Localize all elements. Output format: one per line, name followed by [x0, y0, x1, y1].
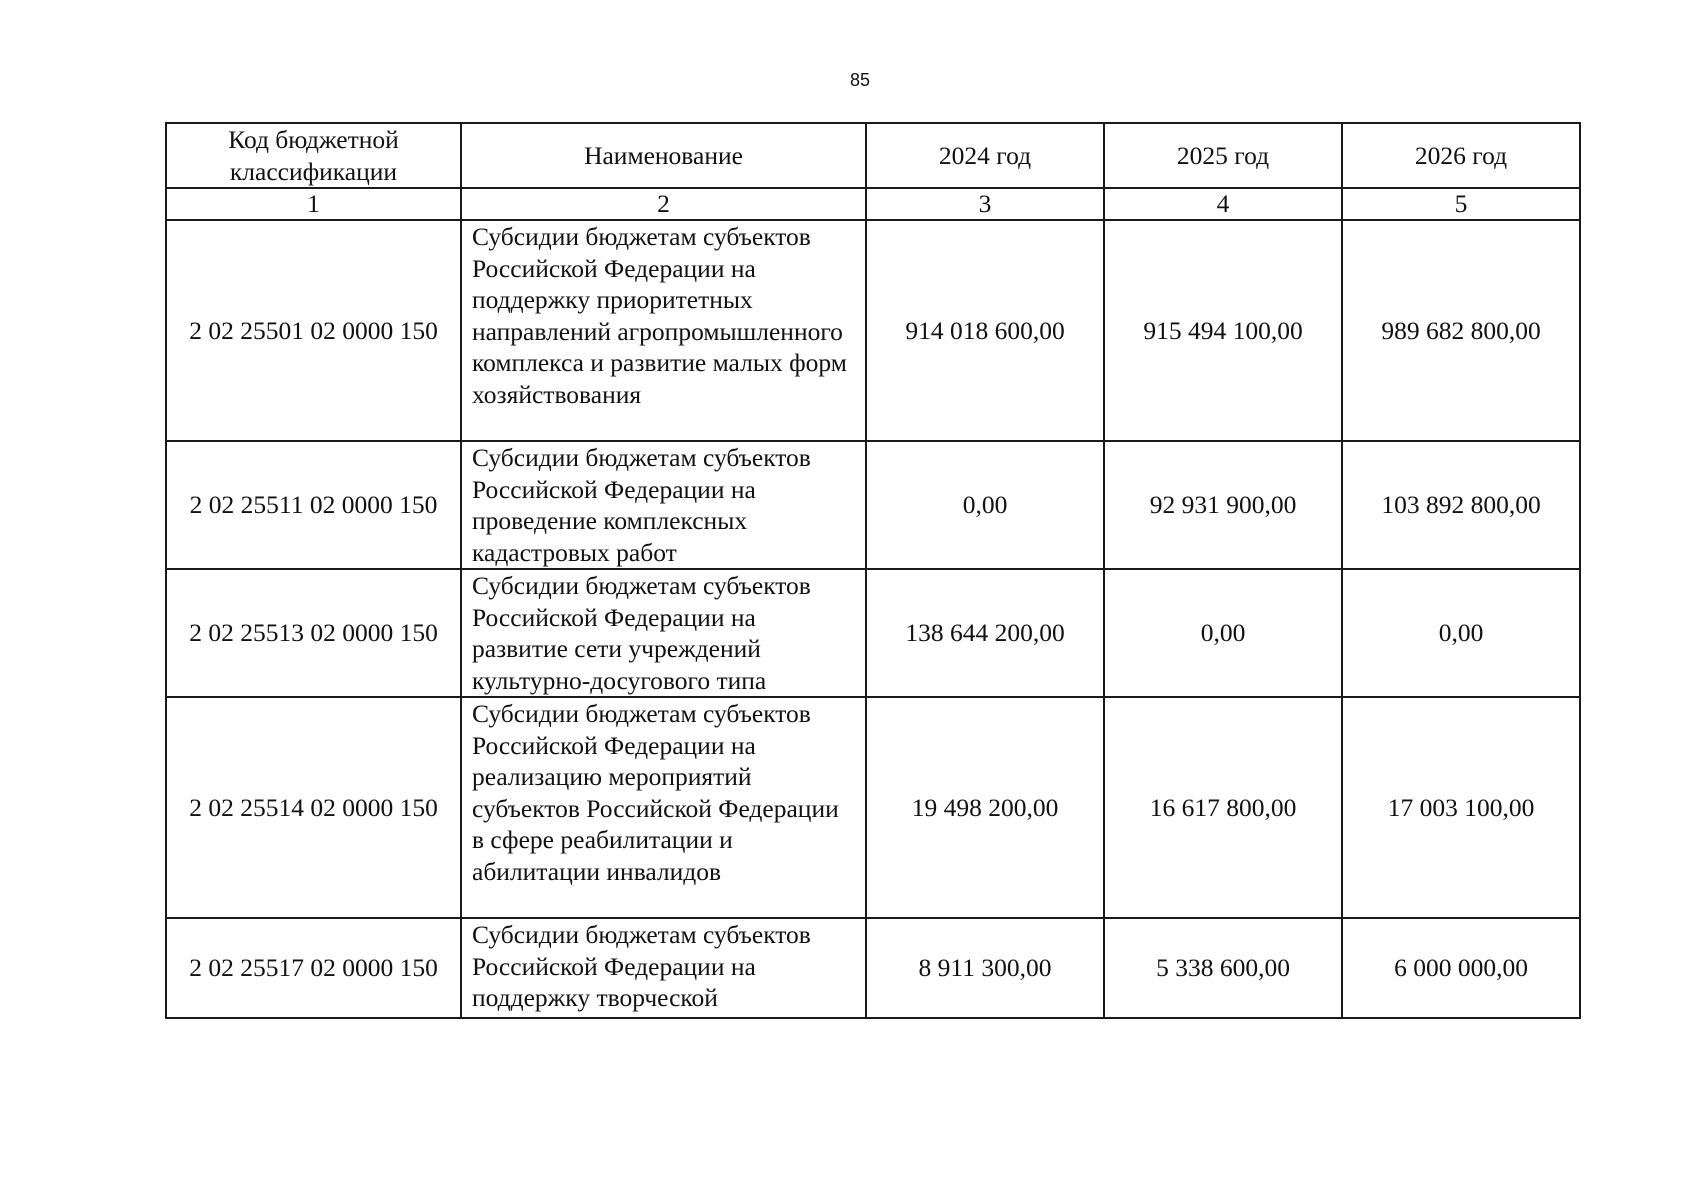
budget-code: 2 02 25501 02 0000 150	[166, 220, 461, 441]
item-name: Субсидии бюджетам субъектов Российской Федерации на поддержку приоритетных направлений агропромышленного комплекса и развитие малых форм хозяйствования	[461, 220, 866, 441]
item-name: Субсидии бюджетам субъектов Российской Федерации на поддержку творческой	[461, 918, 866, 1018]
column-number: 1	[166, 188, 461, 220]
amount-2025: 5 338 600,00	[1104, 918, 1342, 1018]
header-2025: 2025 год	[1104, 123, 1342, 188]
page-number: 85	[849, 70, 871, 90]
column-number: 4	[1104, 188, 1342, 220]
budget-code: 2 02 25511 02 0000 150	[166, 441, 461, 569]
amount-2024: 8 911 300,00	[866, 918, 1104, 1018]
item-name: Субсидии бюджетам субъектов Российской Федерации на развитие сети учреждений культурно-досугового типа	[461, 569, 866, 697]
column-number: 5	[1342, 188, 1580, 220]
table-header-row	[166, 123, 1580, 188]
budget-code: 2 02 25514 02 0000 150	[166, 697, 461, 918]
table-row	[166, 918, 1580, 1018]
amount-2026: 6 000 000,00	[1342, 918, 1580, 1018]
table-row	[166, 441, 1580, 569]
table-row	[166, 220, 1580, 441]
header-name: Наименование	[461, 123, 866, 188]
header-2024: 2024 год	[866, 123, 1104, 188]
amount-2026: 17 003 100,00	[1342, 697, 1580, 918]
budget-code: 2 02 25513 02 0000 150	[166, 569, 461, 697]
amount-2025: 915 494 100,00	[1104, 220, 1342, 441]
amount-2024: 914 018 600,00	[866, 220, 1104, 441]
amount-2025: 16 617 800,00	[1104, 697, 1342, 918]
column-number: 3	[866, 188, 1104, 220]
column-number-row	[166, 188, 1580, 220]
amount-2024: 138 644 200,00	[866, 569, 1104, 697]
amount-2025: 92 931 900,00	[1104, 441, 1342, 569]
item-name: Субсидии бюджетам субъектов Российской Федерации на реализацию мероприятий субъектов Российской Федерации в сфере реабилитации и абилитации инвалидов	[461, 697, 866, 918]
header-2026: 2026 год	[1342, 123, 1580, 188]
amount-2026: 0,00	[1342, 569, 1580, 697]
amount-2024: 19 498 200,00	[866, 697, 1104, 918]
amount-2025: 0,00	[1104, 569, 1342, 697]
table-row	[166, 697, 1580, 918]
budget-table	[165, 122, 1581, 1019]
amount-2024: 0,00	[866, 441, 1104, 569]
table-row	[166, 569, 1580, 697]
header-code: Код бюджетной классификации	[166, 123, 461, 188]
amount-2026: 103 892 800,00	[1342, 441, 1580, 569]
budget-code: 2 02 25517 02 0000 150	[166, 918, 461, 1018]
amount-2026: 989 682 800,00	[1342, 220, 1580, 441]
item-name: Субсидии бюджетам субъектов Российской Федерации на проведение комплексных кадастровых работ	[461, 441, 866, 569]
column-number: 2	[461, 188, 866, 220]
